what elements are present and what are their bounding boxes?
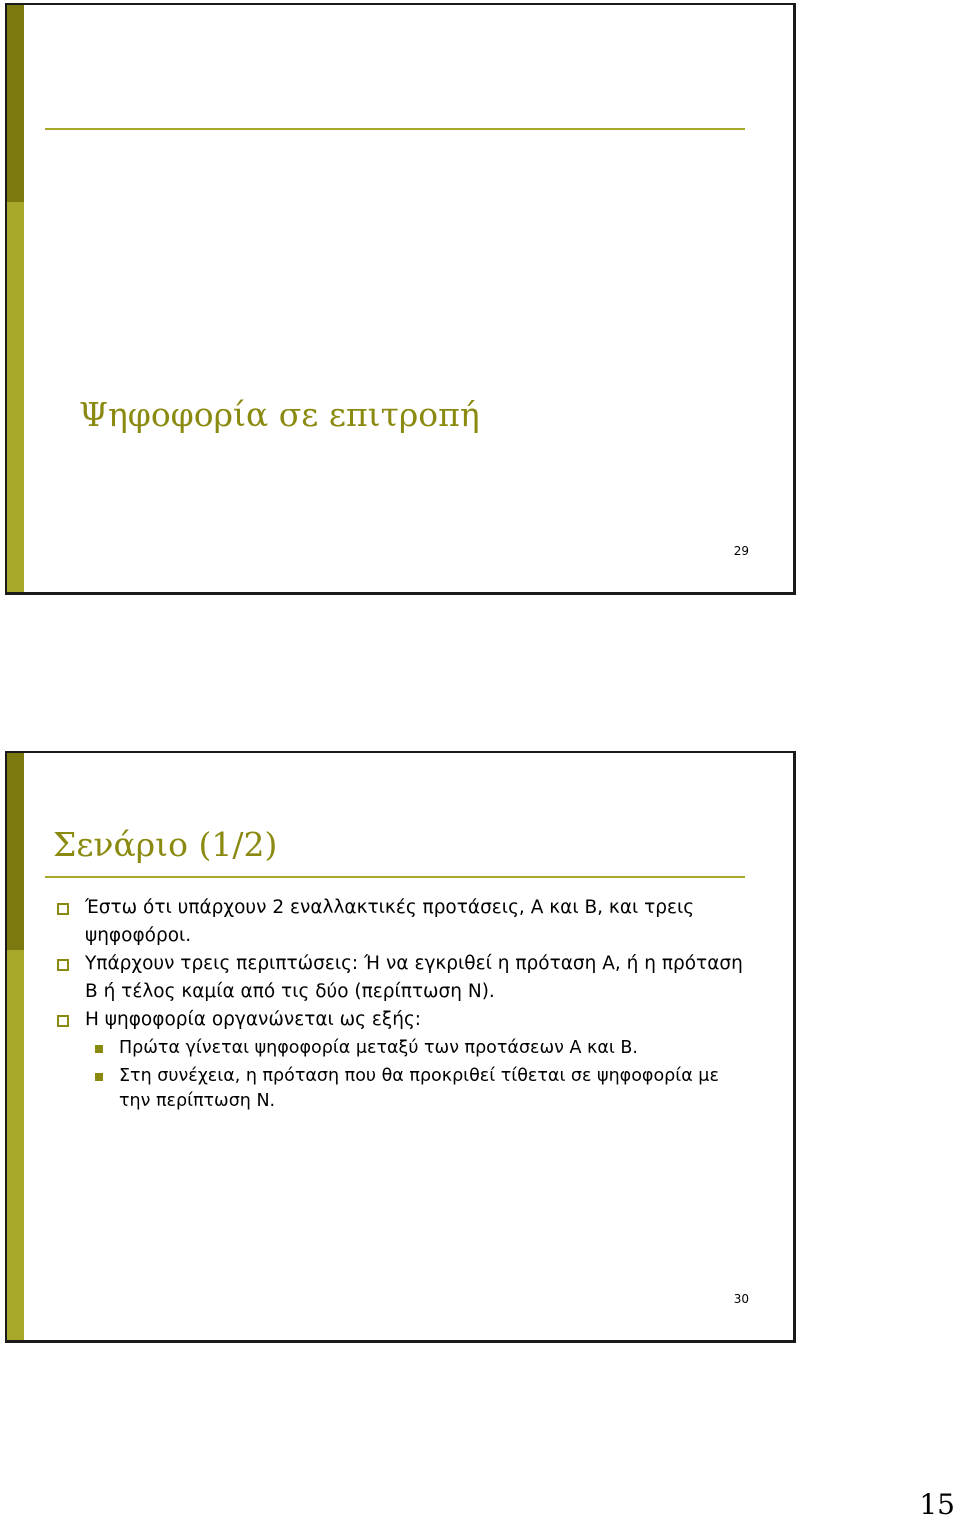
- side-accent-bar: [7, 753, 24, 1340]
- sub-bullet-item: [53, 1064, 753, 1114]
- sub-bullet-item: [53, 1036, 753, 1061]
- bullet-list: [53, 894, 753, 1114]
- hollow-square-bullet-icon: [57, 959, 69, 971]
- bullet-item: [53, 950, 753, 1006]
- slide-number: 30: [733, 1292, 749, 1306]
- slide-number: 29: [733, 544, 749, 558]
- slide-29: [5, 3, 796, 595]
- slide-title: Ψηφοφορία σε επιτροπή: [79, 395, 480, 434]
- sub-bullet-text: Στη συνέχεια, η πρόταση που θα προκριθεί τίθεται σε ψηφοφορία με την περίπτωση Ν.: [119, 1066, 719, 1111]
- hollow-square-bullet-icon: [57, 1015, 69, 1027]
- sub-bullet-text: Πρώτα γίνεται ψηφοφορία μεταξύ των προτάσεων Α και Β.: [119, 1038, 638, 1058]
- slide-30: [5, 751, 796, 1343]
- page-number: 15: [919, 1488, 955, 1521]
- bullet-item: [53, 894, 753, 950]
- side-accent-bar: [7, 5, 24, 592]
- slide-title: Σενάριο (1/2): [53, 825, 278, 864]
- bullet-text: Η ψηφοφορία οργανώνεται ως εξής:: [85, 1009, 422, 1030]
- hollow-square-bullet-icon: [57, 903, 69, 915]
- bullet-text: Υπάρχουν τρεις περιπτώσεις: Ή να εγκριθεί η πρόταση Α, ή η πρόταση Β ή τέλος καμία από τις δύο (περίπτωση Ν).: [85, 953, 743, 1002]
- filled-square-bullet-icon: [95, 1045, 103, 1053]
- title-rule: [45, 876, 745, 878]
- title-rule: [45, 128, 745, 130]
- bullet-item: [53, 1006, 753, 1034]
- filled-square-bullet-icon: [95, 1073, 103, 1081]
- bullet-text: Έστω ότι υπάρχουν 2 εναλλακτικές προτάσεις, Α και Β, και τρεις ψηφοφόροι.: [85, 897, 695, 946]
